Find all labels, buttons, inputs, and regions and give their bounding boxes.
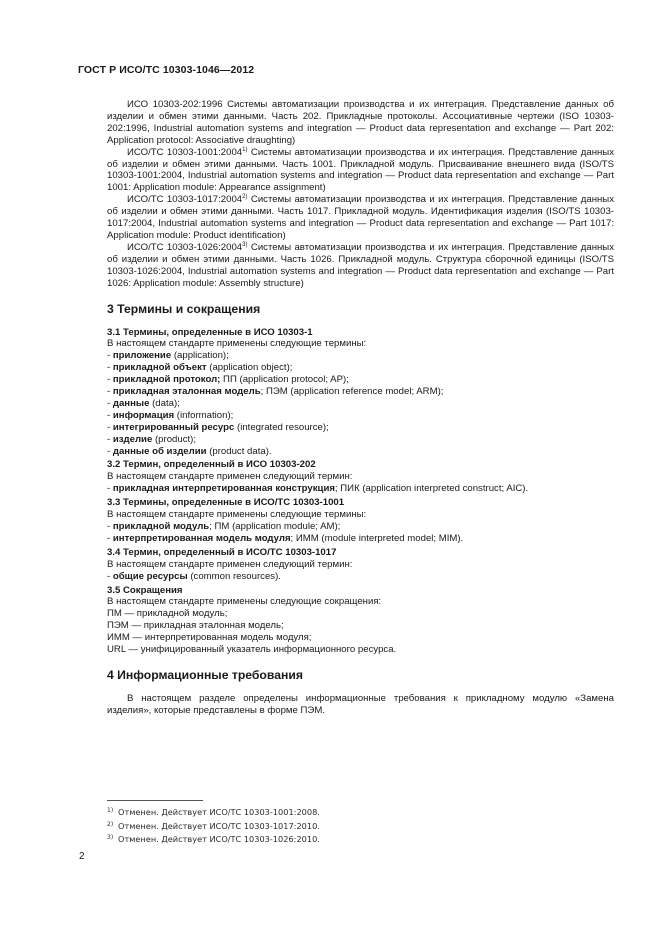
term-item: - прикладная интерпретированная конструкция; ПИК (application interpreted construct; AIC). [107, 483, 529, 495]
term-item: - интерпретированная модель модуля; ИММ (module interpreted model; MIM). [107, 532, 464, 544]
section-4-heading: 4 Информационные требования [107, 667, 303, 682]
document-body [107, 99, 614, 717]
section-3-heading: 3 Термины и сокращения [107, 301, 261, 316]
abbreviation-item: ПЭМ — прикладная эталонная модель; [107, 620, 284, 632]
subsection-3-3-heading: 3.3 Термины, определенные в ИСО/ТС 10303-1001 [107, 497, 345, 509]
footnote-item: 3) Отменен. Действует ИСО/ТС 10303-1026:2010. [107, 834, 320, 845]
footnote-item: 1) Отменен. Действует ИСО/ТС 10303-1001:2008. [107, 807, 320, 817]
footnote-divider [107, 800, 203, 801]
subsection-intro: В настоящем стандарте применены следующие сокращения: [107, 596, 382, 608]
term-item: - прикладной объект (application object); [107, 362, 293, 374]
subsection-3-4-heading: 3.4 Термин, определенный в ИСО/ТС 10303-1017 [107, 546, 337, 558]
footnote-ref[interactable]: 3) [242, 241, 248, 248]
reference-item: ИСО 10303-202:1996 Системы автоматизации производства и их интеграция. Представление данных об изделии и обмен этими данными. Часть 202. Прикладные протоколы. Ассоциативные чертежи (ISO 10303-202:1996, Industrial automation systems and integration — Product data representation and exchange — Part 202: Application protocol: Associative draughting) [107, 99, 614, 146]
term-list-3-1 [107, 350, 614, 457]
subsection-3-5-heading: 3.5 Сокращения [107, 584, 183, 596]
reference-item: ИСО/ТС 10303-1001:2004$^{1)}$ Системы автоматизации производства и их интеграция. Представление данных об изделии и обмен этими данными. Часть 1001. Прикладной модуль. Присваивание внешнего вида (ISO/TS 10303-1001:2004, Industrial automation systems and integration — Product data representation and exchange — Part 1001: Application module: Appearance assignment) [107, 146, 615, 194]
reference-item: ИСО/ТС 10303-1017:2004$^{2)}$ Системы автоматизации производства и их интеграция. Представление данных об изделии и обмен этими данными. Часть 1017. Прикладной модуль. Идентификация изделия (ISO/TS 10303-1017:2004, Industrial automation systems and integration — Product data representation and exchange — Part 1017: Application module: Product identification) [107, 194, 615, 241]
subsection-3-1-heading: 3.1 Термины, определенные в ИСО 10303-1 [107, 326, 313, 338]
term-item: - данные (data); [107, 397, 180, 409]
term-item: - прикладной модуль; ПМ (application module; AM); [107, 521, 341, 532]
section-4-text: В настоящем разделе определены информационные требования к прикладному модулю «Замена изделия», которые представлены в форме ПЭМ. [107, 692, 614, 716]
term-item: - общие ресурсы (common resources). [107, 570, 281, 582]
abbreviation-item: ИММ — интерпретированная модель модуля; [107, 632, 312, 644]
abbreviation-item: ПМ — прикладной модуль; [107, 608, 228, 620]
term-item: - интегрированный ресурс (integrated resource); [107, 421, 329, 433]
term-item: - информация (information); [107, 409, 234, 421]
reference-item: ИСО/ТС 10303-1026:2004$^{3)}$ Системы автоматизации производства и их интеграция. Представление данных об изделии и обмен этими данными. Часть 1026. Прикладной модуль. Структура сборочной единицы (ISO/TS 10303-1026:2004, Industrial automation systems and integration — Product data representation and exchange — Part 1026: Application module: Assembly structure) [107, 241, 615, 289]
page-header: ГОСТ Р ИСО/ТС 10303-1046—2012 [78, 64, 255, 76]
normative-references [107, 99, 614, 290]
term-item: - прикладная эталонная модель; ПЭМ (application reference model; ARM); [107, 386, 444, 398]
subsection-intro: В настоящем стандарте применен следующий термин: [107, 558, 353, 570]
subsection-3-2-heading: 3.2 Термин, определенный в ИСО 10303-202 [107, 459, 316, 471]
footnotes [107, 805, 320, 846]
term-item: - данные об изделии (product data). [107, 445, 272, 457]
subsection-intro: В настоящем стандарте применены следующие термины: [107, 509, 367, 521]
term-item: - приложение (application); [107, 350, 229, 362]
abbreviation-item: URL — унифицированный указатель информационного ресурса. [107, 644, 397, 656]
subsection-intro: В настоящем стандарте применен следующий термин: [107, 471, 353, 483]
page-number: 2 [79, 851, 85, 862]
term-item: - изделие (product); [107, 433, 197, 445]
footnote-ref[interactable]: 1) [242, 146, 248, 153]
subsection-intro: В настоящем стандарте применены следующие термины: [107, 338, 367, 350]
footnote-ref[interactable]: 2) [242, 194, 248, 201]
footnote-item: 2) Отменен. Действует ИСО/ТС 10303-1017:2010. [107, 820, 320, 831]
term-item: - прикладной протокол; ПП (application protocol; AP); [107, 374, 349, 386]
